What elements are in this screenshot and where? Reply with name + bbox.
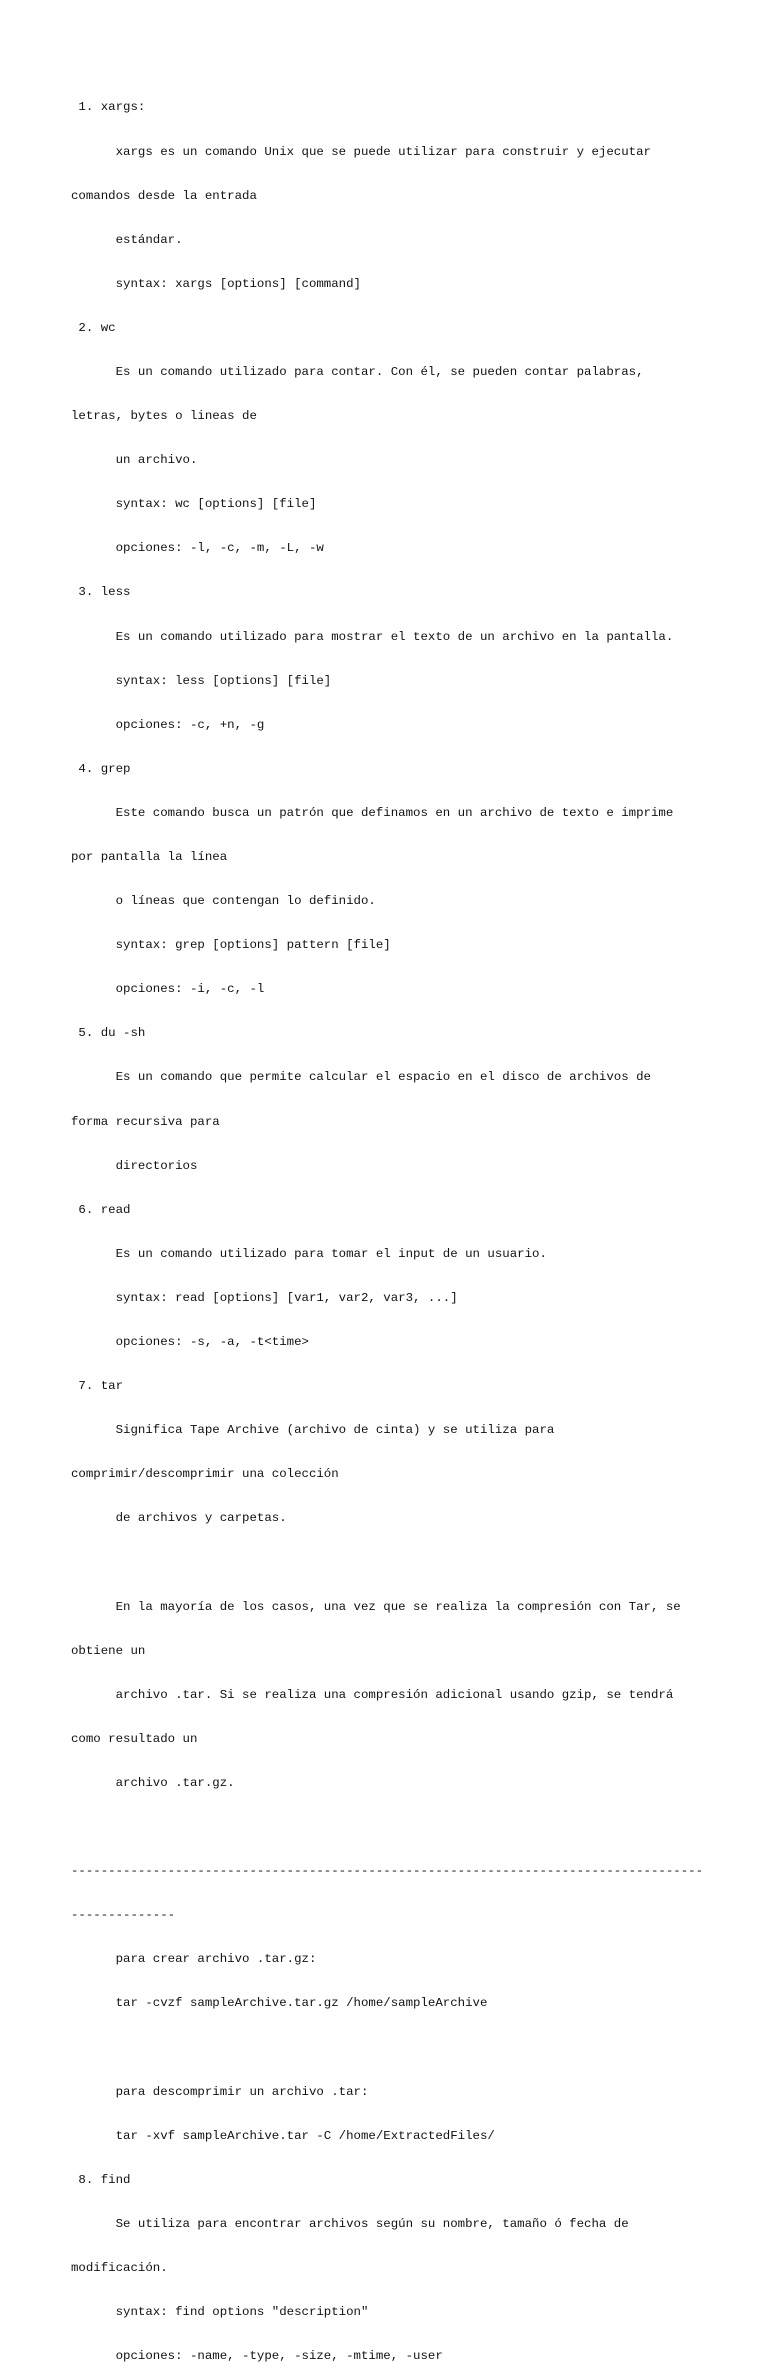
text-line: opciones: -s, -a, -t<time>	[71, 1335, 309, 1350]
text-line: syntax: grep [options] pattern [file]	[71, 938, 391, 953]
text-line: Es un comando que permite calcular el espacio en el disco de archivos de	[71, 1070, 651, 1085]
text-line: tar -cvzf sampleArchive.tar.gz /home/sampleArchive	[71, 1996, 488, 2011]
text-line: archivo .tar.gz.	[71, 1775, 235, 1790]
text-line: En la mayoría de los casos, una vez que se realiza la compresión con Tar, se	[71, 1599, 681, 1614]
divider-line: -------------------------------------------------------------------------------------	[71, 1864, 704, 1879]
text-line: archivo .tar. Si se realiza una compresión adicional usando gzip, se tendrá	[71, 1687, 674, 1702]
text-line: Significa Tape Archive (archivo de cinta) y se utiliza para	[71, 1423, 555, 1438]
text-line: 4. grep	[71, 761, 131, 776]
text-line: 7. tar	[71, 1379, 124, 1394]
text-line: opciones: -name, -type, -size, -mtime, -user	[71, 2349, 443, 2364]
text-line	[71, 1820, 701, 1835]
text-line: opciones: -c, +n, -g	[71, 717, 265, 732]
text-line: 1. xargs:	[71, 100, 146, 115]
text-line: syntax: xargs [options] [command]	[71, 276, 361, 291]
text-line: estándar.	[71, 232, 183, 247]
text-line: para crear archivo .tar.gz:	[71, 1952, 317, 1967]
text-line: xargs es un comando Unix que se puede utilizar para construir y ejecutar	[71, 144, 651, 159]
divider-line: --------------	[71, 1908, 176, 1923]
text-line	[71, 1556, 701, 1571]
text-line: comandos desde la entrada	[71, 188, 257, 203]
text-line: letras, bytes o lineas de	[71, 409, 257, 424]
text-line: syntax: find options "description"	[71, 2305, 369, 2320]
text-line: comprimir/descomprimir una colección	[71, 1467, 339, 1482]
text-line: syntax: less [options] [file]	[71, 673, 332, 688]
text-line: directorios	[71, 1158, 198, 1173]
text-line: Se utiliza para encontrar archivos según su nombre, tamaño ó fecha de	[71, 2216, 629, 2231]
text-line: 8. find	[71, 2172, 131, 2187]
text-line: tar -xvf sampleArchive.tar -C /home/ExtractedFiles/	[71, 2128, 495, 2143]
text-line: opciones: -i, -c, -l	[71, 982, 265, 997]
text-line: syntax: read [options] [var1, var2, var3, ...]	[71, 1290, 458, 1305]
text-line	[71, 2041, 701, 2056]
text-line: Este comando busca un patrón que definamos en un archivo de texto e imprime	[71, 805, 674, 820]
text-line: syntax: wc [options] [file]	[71, 497, 317, 512]
text-line: para descomprimir un archivo .tar:	[71, 2084, 369, 2099]
text-line: 3. less	[71, 585, 131, 600]
text-line: forma recursiva para	[71, 1114, 220, 1129]
text-line: 6. read	[71, 1202, 131, 1217]
text-line: modificación.	[71, 2261, 168, 2275]
text-line: o líneas que contengan lo definido.	[71, 894, 376, 909]
text-line: 5. du -sh	[71, 1026, 146, 1041]
text-line: Es un comando utilizado para contar. Con él, se pueden contar palabras,	[71, 364, 644, 379]
text-line: de archivos y carpetas.	[71, 1511, 287, 1526]
text-line: obtiene un	[71, 1643, 146, 1658]
text-line: Es un comando utilizado para mostrar el texto de un archivo en la pantalla.	[71, 629, 674, 644]
text-line: 2. wc	[71, 320, 116, 335]
text-line: Es un comando utilizado para tomar el input de un usuario.	[71, 1246, 547, 1261]
text-line: un archivo.	[71, 453, 198, 468]
text-line: como resultado un	[71, 1731, 198, 1746]
text-line: opciones: -l, -c, -m, -L, -w	[71, 541, 324, 556]
text-line: por pantalla la línea	[71, 850, 228, 864]
document-body	[71, 71, 704, 2379]
